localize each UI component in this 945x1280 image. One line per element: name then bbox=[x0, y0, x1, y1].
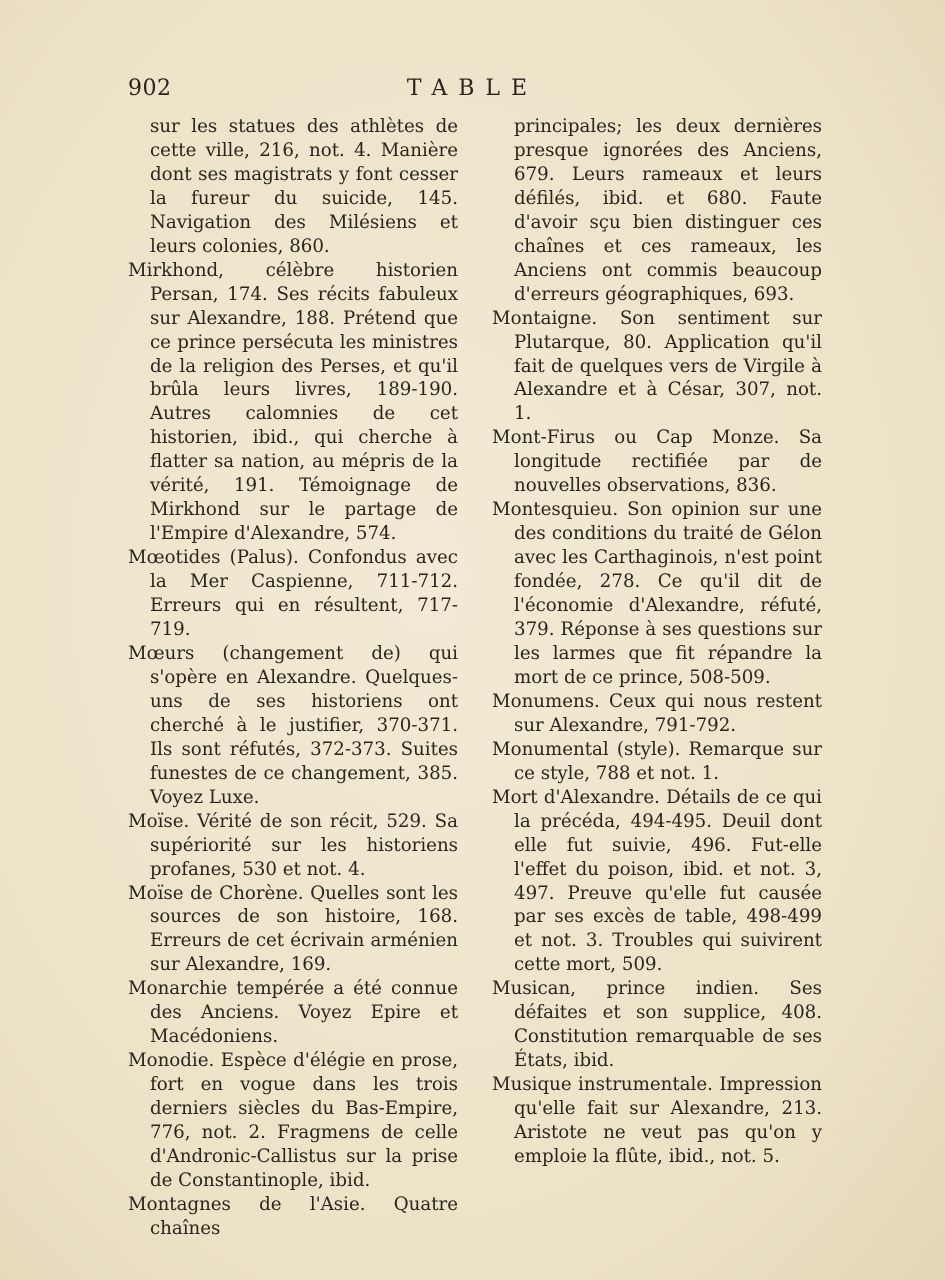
index-entry: Montesquieu. Son opinion sur une des conditions du traité de Gélon avec les Carthaginois, n'est point fondée, 278. Ce qu'il dit de l'économie d'Alexandre, réfuté, 379. Réponse à ses questions sur les larmes que fit répandre la mort de ce prince, 508-509. bbox=[492, 499, 822, 688]
index-entry: Musican, prince indien. Ses défaites et son supplice, 408. Constitution remarquable de ses États, ibid. bbox=[492, 978, 822, 1072]
index-entry: Mort d'Alexandre. Détails de ce qui la précéda, 494-495. Deuil dont elle fut suivie, 496. Fut-elle l'effet du poison, ibid. et not. 3, 497. Preuve qu'elle fut causée par ses excès de table, 498-499 et not. 3. Troubles qui suivirent cette mort, 509. bbox=[492, 786, 822, 976]
index-entry: Mœurs (changement de) qui s'opère en Alexandre. Quelques-uns de ses historiens ont cherché à le justifier, 370-371. Ils sont réfutés, 372-373. Suites funestes de ce changement, 385. Voyez Luxe. bbox=[128, 642, 458, 808]
index-entry: Musique instrumentale. Impression qu'elle fait sur Alexandre, 213. Aristote ne veut pas qu'on y emploie la flûte, ibid., not. 5. bbox=[492, 1074, 822, 1167]
index-entry: Monumental (style). Remarque sur ce style, 788 et not. 1. bbox=[492, 738, 822, 784]
index-entry: Montaigne. Son sentiment sur Plutarque, 80. Application qu'il fait de quelques vers de Virgile à Alexandre et à César, 307, not. 1. bbox=[492, 307, 822, 425]
right-column bbox=[492, 115, 822, 1169]
index-entry: Monodie. Espèce d'élégie en prose, fort en vogue dans les trois derniers siècles du Bas-Empire, 776, not. 2. Fragmens de celle d'Andronic-Callistus sur la prise de Constantinople, ibid. bbox=[128, 1050, 458, 1191]
page-number: 902 bbox=[128, 76, 172, 101]
index-entry: Moïse de Chorène. Quelles sont les sources de son histoire, 168. Erreurs de cet écrivain arménien sur Alexandre, 169. bbox=[128, 882, 458, 976]
index-entry: Mœotides (Palus). Confondus avec la Mer Caspienne, 711-712. Erreurs qui en résultent, 717-719. bbox=[128, 547, 458, 641]
index-entry-continuation: sur les statues des athlètes de cette ville, 216, not. 4. Manière dont ses magistrats y font cesser la fureur du suicide, 145. Navigation des Milésiens et leurs colonies, 860. bbox=[150, 116, 458, 257]
page-header bbox=[0, 72, 945, 108]
index-entry-continuation: principales; les deux dernières presque ignorées des Anciens, 679. Leurs rameaux et leurs défilés, ibid. et 680. Faute d'avoir sçu bien distinguer ces chaînes et ces rameaux, les Anciens ont commis beaucoup d'erreurs géographiques, 693. bbox=[514, 116, 822, 305]
index-entry: Monumens. Ceux qui nous restent sur Alexandre, 791-792. bbox=[492, 690, 822, 736]
index-entry: Monarchie tempérée a été connue des Anciens. Voyez Epire et Macédoniens. bbox=[128, 978, 458, 1048]
left-column bbox=[128, 115, 458, 1241]
running-title: TABLE bbox=[406, 76, 539, 101]
index-entry: Montagnes de l'Asie. Quatre chaînes bbox=[128, 1193, 458, 1239]
index-entry: Mont-Firus ou Cap Monze. Sa longitude rectifiée par de nouvelles observations, 836. bbox=[492, 427, 822, 497]
index-entry: Mirkhond, célèbre historien Persan, 174. Ses récits fabuleux sur Alexandre, 188. Prétend que ce prince persécuta les ministres de la religion des Perses, et qu'il brûla leurs livres, 189-190. Autres calomnies de cet historien, ibid., qui cherche à flatter sa nation, au mépris de la vérité, 191. Témoignage de Mirkhond sur le partage de l'Empire d'Alexandre, 574. bbox=[128, 259, 458, 545]
index-entry: Moïse. Vérité de son récit, 529. Sa supériorité sur les historiens profanes, 530 et not. 4. bbox=[128, 810, 458, 880]
